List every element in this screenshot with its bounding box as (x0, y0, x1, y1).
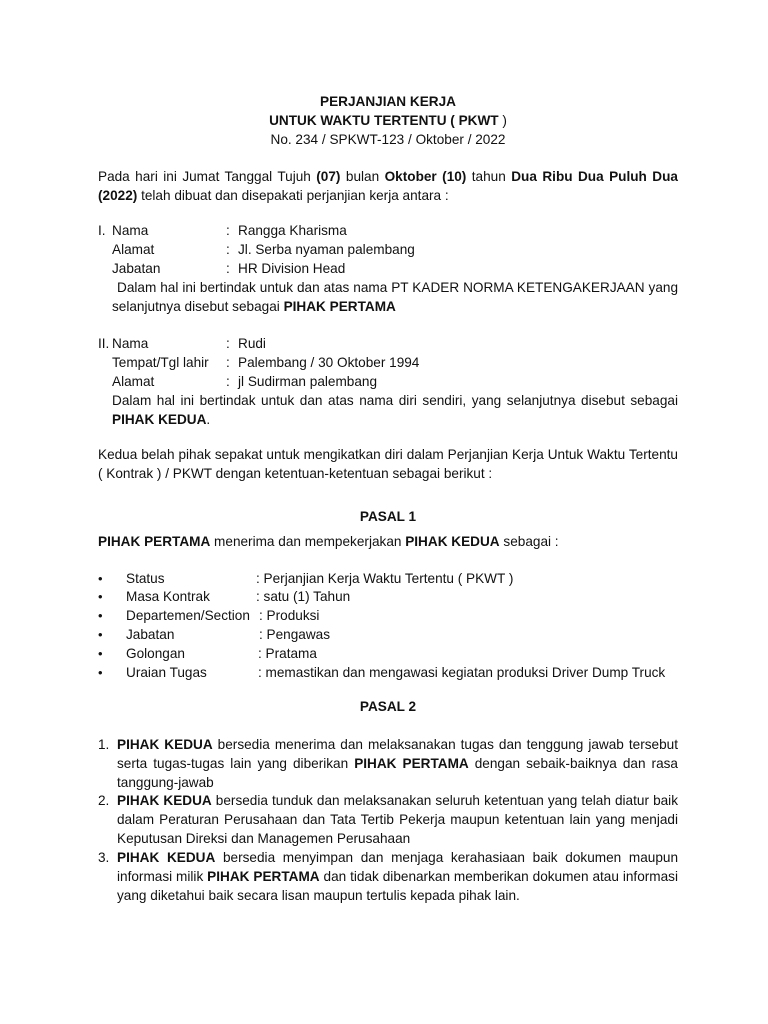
list-item-value: : Produksi (259, 608, 320, 623)
list-item-value: : Perjanjian Kerja Waktu Tertentu ( PKWT ) (256, 571, 514, 586)
pasal-1-title: PASAL 1 (359, 509, 417, 524)
party-two-name-label: Nama (112, 336, 149, 351)
list-item-value: : Pengawas (259, 627, 331, 642)
list-item-label: Jabatan (126, 627, 175, 642)
party-one-prefix: I. (98, 223, 106, 238)
list-item-value: : satu (1) Tahun (256, 589, 351, 604)
colon: : (226, 374, 230, 389)
list-item-value: : memastikan dan mengawasi kegiatan produksi Driver Dump Truck (258, 665, 666, 680)
agreement-paragraph: Kedua belah pihak sepakat untuk mengikatkan diri dalam Perjanjian Kerja Untuk Waktu Tertentu ( Kontrak ) / PKWT dengan ketentuan-ketentuan sebagai berikut : (98, 447, 678, 481)
party-two-name-value: Rudi (238, 336, 266, 351)
list-item-label: Masa Kontrak (126, 589, 210, 604)
bullet-icon: • (98, 665, 103, 680)
list-item-value: : Pratama (258, 646, 317, 661)
bullet-icon: • (98, 627, 103, 642)
document-title: PERJANJIAN KERJA (320, 94, 456, 109)
list-item-number: 2. (98, 793, 110, 808)
colon: : (226, 223, 230, 238)
bullet-icon: • (98, 608, 103, 623)
list-item-label: Uraian Tugas (126, 665, 207, 680)
list-item-label: Departemen/Section (126, 608, 250, 623)
pasal-2-title: PASAL 2 (359, 699, 417, 714)
pasal-1-lead: PIHAK PERTAMA menerima dan mempekerjakan PIHAK KEDUA sebagai : (98, 534, 559, 549)
colon: : (226, 242, 230, 257)
list-item-label: Golongan (126, 646, 185, 661)
intro-paragraph: Pada hari ini Jumat Tanggal Tujuh (07) bulan Oktober (10) tahun Dua Ribu Dua Puluh Dua (2022) telah dibuat dan disepakati perjanjian kerja antara : (98, 169, 678, 203)
list-item: PIHAK KEDUA bersedia menyimpan dan menjaga kerahasiaan baik dokumen maupun informasi milik PIHAK PERTAMA dan tidak dibenarkan memberikan dokumen atau informasi yang diketahui baik secara lisan maupun tertulis kepada pihak lain. (117, 850, 679, 903)
party-two-birth-label: Tempat/Tgl lahir (112, 355, 209, 370)
party-one-address-label: Alamat (112, 242, 155, 257)
party-two-address-label: Alamat (112, 374, 155, 389)
list-item-number: 3. (98, 850, 110, 865)
party-one-position-label: Jabatan (112, 261, 161, 276)
list-item-label: Status (126, 571, 165, 586)
party-one-position-value: HR Division Head (238, 261, 346, 276)
bullet-icon: • (98, 646, 103, 661)
party-one-name-label: Nama (112, 223, 149, 238)
party-two-address-value: jl Sudirman palembang (238, 374, 378, 389)
list-item-number: 1. (98, 737, 110, 752)
list-item: PIHAK KEDUA bersedia tunduk dan melaksanakan seluruh ketentuan yang telah diatur baik dalam Peraturan Perusahaan dan Tata Tertib Pekerja maupun ketentuan lain yang menjadi Keputusan Direksi dan Managemen Perusahaan (117, 793, 679, 846)
party-one-description: Dalam hal ini bertindak untuk dan atas nama PT KADER NORMA KETENGAKERJAAN yang selanjutnya disebut sebagai PIHAK PERTAMA (112, 280, 678, 314)
list-item: PIHAK KEDUA bersedia menerima dan melaksanakan tugas dan tenggung jawab tersebut serta tugas-tugas lain yang diberikan PIHAK PERTAMA dengan sebaik-baiknya dan rasa tanggung-jawab (117, 737, 678, 790)
colon: : (226, 261, 230, 276)
party-two-description: Dalam hal ini bertindak untuk dan atas nama diri sendiri, yang selanjutnya disebut sebagai PIHAK KEDUA. (112, 393, 678, 427)
party-one-address-value: Jl. Serba nyaman palembang (238, 242, 415, 257)
document-subtitle: UNTUK WAKTU TERTENTU ( PKWT ) (269, 113, 507, 128)
document-number: No. 234 / SPKWT-123 / Oktober / 2022 (270, 132, 506, 147)
colon: : (226, 336, 230, 351)
colon: : (226, 355, 230, 370)
party-two-prefix: II. (98, 336, 110, 351)
party-one-name-value: Rangga Kharisma (238, 223, 347, 238)
bullet-icon: • (98, 589, 103, 604)
party-two-birth-value: Palembang / 30 Oktober 1994 (238, 355, 420, 370)
bullet-icon: • (98, 571, 103, 586)
